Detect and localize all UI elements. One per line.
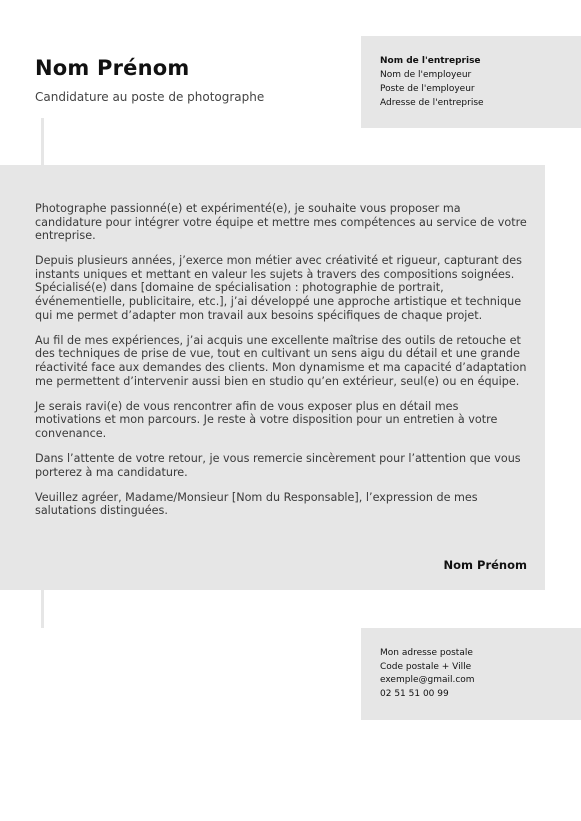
recipient-block: [361, 36, 581, 128]
letter-paragraph: Photographe passionné(e) et expérimenté(e), je souhaite vous proposer ma candidature pour intégrer votre équipe et mettre mes compétences au service de votre entreprise.: [35, 202, 527, 243]
letter-paragraph: Depuis plusieurs années, j’exerce mon métier avec créativité et rigueur, capturant des instants uniques et mettant en valeur les sujets à travers des compositions soignées. Spécialisé(e) dans [domaine de spécialisation : photographie de portrait, événementielle, publicitaire, etc.], j’ai développé une approche artistique et technique qui me permet d’adapter mon travail aux besoins spécifiques de chaque projet.: [35, 254, 522, 322]
employer-name: Nom de l'employeur: [380, 70, 472, 80]
signature: Nom Prénom: [443, 558, 527, 572]
sender-address: Mon adresse postale: [380, 648, 473, 658]
letter-paragraph: Dans l’attente de votre retour, je vous remercie sincèrement pour l’attention que vous porterez à ma candidature.: [35, 451, 521, 479]
sender-postal-city: Code postale + Ville: [380, 661, 472, 672]
sender-email: exemple@gmail.com: [380, 675, 475, 685]
decorative-line-top: [41, 118, 44, 165]
company-address: Adresse de l'entreprise: [380, 98, 484, 108]
page-title: Nom Prénom: [35, 56, 190, 80]
decorative-line-bottom: [41, 590, 44, 628]
letter-paragraph: Je serais ravi(e) de vous rencontrer afin de vous exposer plus en détail mes motivations et mon parcours. Je reste à votre disposition pour un entretien à votre convenance.: [35, 399, 498, 440]
sender-phone: 02 51 51 00 99: [380, 688, 449, 699]
letter-paragraph: Veuillez agréer, Madame/Monsieur [Nom du Responsable], l’expression de mes salutations distinguées.: [35, 490, 478, 518]
letter-body: [0, 165, 545, 590]
page-subtitle: Candidature au poste de photographe: [35, 90, 265, 104]
letter-paragraph: Au fil de mes expériences, j’ai acquis une excellente maîtrise des outils de retouche et des techniques de prise de vue, tout en cultivant un sens aigu du détail et une grande réactivité face aux demandes des clients. Mon dynamisme et ma capacité d’adaptation me permettent d’intervenir aussi bien en studio qu’en extérieur, seul(e) ou en équipe.: [35, 333, 527, 388]
sender-block: [361, 628, 581, 720]
employer-position: Poste de l'employeur: [380, 84, 475, 94]
company-name: Nom de l'entreprise: [380, 56, 481, 66]
